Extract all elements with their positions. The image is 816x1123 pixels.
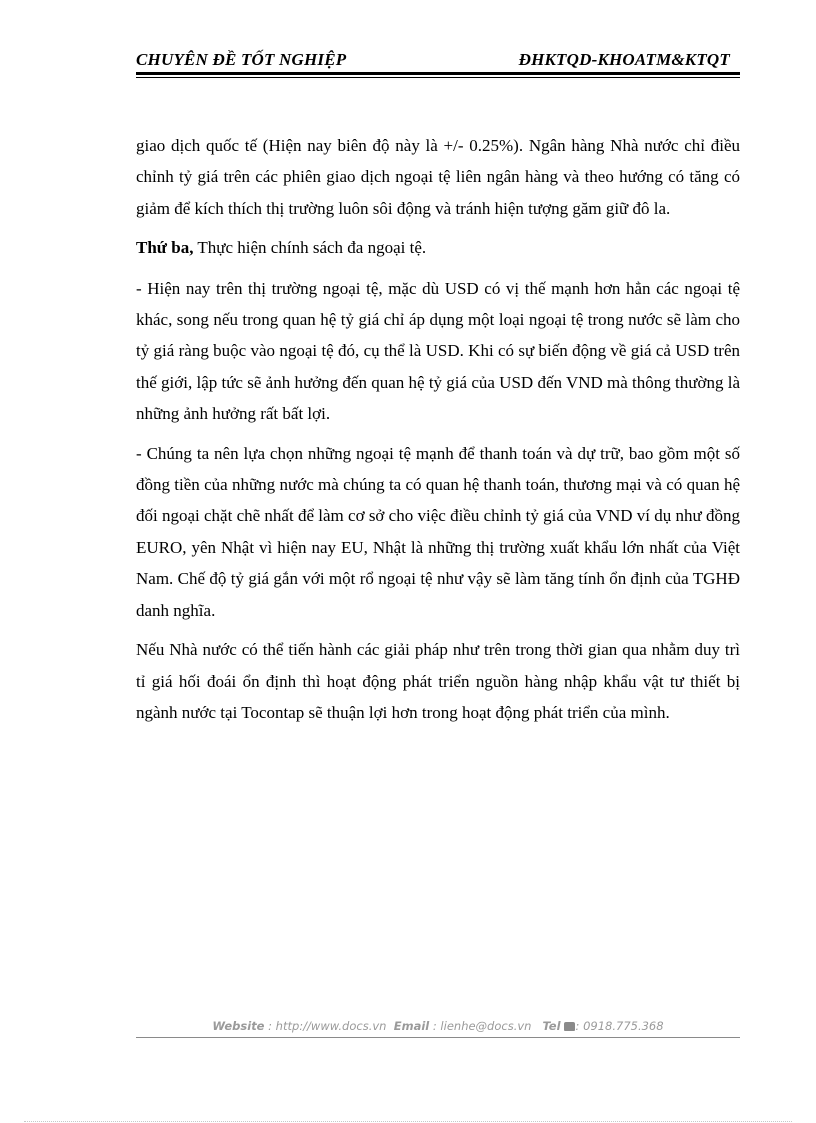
paragraph-usd-position: - Hiện nay trên thị trường ngoại tệ, mặc dù USD có vị thế mạnh hơn hẳn các ngoại tệ khác, song nếu trong quan hệ tỷ giá chỉ áp dụng một loại ngoại tệ trong nước sẽ làm cho tỷ giá ràng buộc vào ngoại tệ đó, cụ thể là USD. Khi có sự biến động về giá cả USD trên thế giới, lập tức sẽ ảnh hưởng đến quan hệ tỷ giá của USD đến VND mà thông thường là những ảnh hưởng rất bất lợi.	[136, 278, 740, 424]
paragraph-strong-currencies: - Chúng ta nên lựa chọn những ngoại tệ mạnh để thanh toán và dự trữ, bao gồm một số đồng tiền của những nước mà chúng ta có quan hệ thanh toán, thương mại và có quan hệ đối ngoại chặt chẽ nhất để làm cơ sở cho việc điều chỉnh tỷ giá của VND ví dụ như đồng EURO, yên Nhật vì hiện nay EU, Nhật là những thị trường xuất khẩu lớn nhất của Việt Nam. Chế độ tỷ giá gắn với một rổ ngoại tệ như vậy sẽ làm tăng tính ổn định của TGHĐ danh nghĩa.	[136, 443, 740, 620]
paragraph-exchange-band: giao dịch quốc tế (Hiện nay biên độ này là +/- 0.25%). Ngân hàng Nhà nước chỉ điều chỉnh tỷ giá trên các phiên giao dịch ngoại tệ liên ngân hàng và theo hướng có tăng có giảm để kích thích thị trường luôn sôi động và tránh hiện tượng găm giữ đô la.	[136, 136, 740, 218]
document-body	[136, 130, 740, 736]
page-footer	[136, 1019, 740, 1033]
phone-icon	[564, 1022, 575, 1031]
footer-email-link[interactable]: : lienhe@docs.vn	[432, 1019, 532, 1033]
page-bottom-edge	[24, 1121, 792, 1122]
footer-tel-label: Tel	[542, 1019, 561, 1033]
header-left-title: CHUYÊN ĐỀ TỐT NGHIỆP	[136, 50, 347, 69]
footer-divider	[136, 1037, 740, 1038]
header-right-title: ĐHKTQD-KHOATM&KTQT	[518, 50, 730, 69]
paragraph-lead: Thứ ba,	[136, 238, 194, 258]
footer-website-link[interactable]: : http://www.docs.vn	[268, 1019, 387, 1033]
footer-email-label: Email	[393, 1019, 430, 1033]
footer-tel-value: : 0918.775.368	[575, 1019, 664, 1033]
paragraph-third-solution	[136, 232, 740, 263]
paragraph-conclusion: Nếu Nhà nước có thể tiến hành các giải pháp như trên trong thời gian qua nhằm duy trì tỉ giá hối đoái ổn định thì hoạt động phát triển nguồn hàng nhập khẩu vật tư thiết bị ngành nước tại Tocontap sẽ thuận lợi hơn trong hoạt động phát triển của mình.	[136, 640, 740, 722]
header-divider-thin	[136, 77, 740, 78]
header-divider-thick	[136, 72, 740, 75]
footer-website-label: Website	[212, 1019, 265, 1033]
page-header	[136, 50, 740, 74]
paragraph-lead-text: Thực hiện chính sách đa ngoại tệ.	[193, 238, 427, 258]
